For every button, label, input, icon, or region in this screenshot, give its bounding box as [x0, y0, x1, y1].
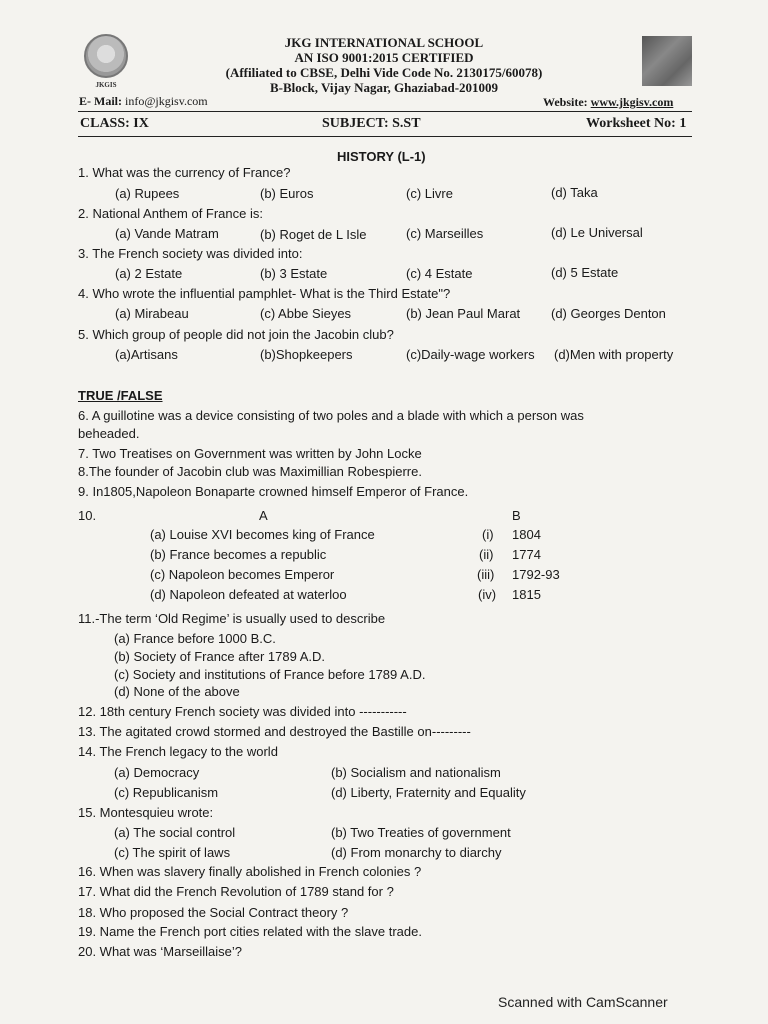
question: 1. What was the currency of France?: [78, 165, 291, 180]
match-item-numeral: (ii): [479, 547, 494, 562]
match-item-numeral: (i): [482, 527, 494, 542]
match-item-numeral: (iv): [478, 587, 497, 602]
option: (b)Shopkeepers: [260, 347, 353, 362]
question: 19. Name the French port cities related with the slave trade.: [78, 924, 422, 939]
option: (c)Daily-wage workers: [406, 347, 535, 362]
website-url: www.jkgisv.com: [590, 95, 674, 109]
statement: 9. In1805,Napoleon Bonaparte crowned himself Emperor of France.: [78, 484, 469, 499]
question: 15. Montesquieu wrote:: [78, 805, 214, 820]
logo-abbreviation: JKGIS: [95, 81, 117, 89]
website-line: [543, 95, 673, 110]
column-a-heading: A: [259, 508, 268, 523]
subject-label: SUBJECT: S.ST: [322, 116, 421, 131]
option: (d) None of the above: [114, 684, 240, 699]
affiliation: (Affiliated to CBSE, Delhi Vide Code No. 2130175/60078): [225, 65, 543, 80]
question: 4. Who wrote the influential pamphlet- What is the Third Estate"?: [78, 286, 451, 301]
class-label: CLASS: IX: [80, 116, 149, 131]
match-item-b: 1774: [512, 547, 541, 562]
match-item-b: 1804: [512, 527, 541, 542]
match-item-a: (b) France becomes a republic: [150, 547, 327, 562]
option: (a) France before 1000 B.C.: [114, 631, 276, 646]
option: (d) Taka: [551, 185, 598, 200]
question-12: 12. 18th century French society was divided into -----------: [78, 704, 407, 719]
match-item-a: (a) Louise XVI becomes king of France: [150, 527, 375, 542]
option: (b) Society of France after 1789 A.D.: [114, 649, 325, 664]
question: 14. The French legacy to the world: [78, 744, 278, 759]
match-item-b: 1792-93: [512, 567, 560, 582]
question: 3. The French society was divided into:: [78, 246, 303, 261]
statement: 8.The founder of Jacobin club was Maximillian Robespierre.: [78, 464, 422, 479]
question: 16. When was slavery finally abolished in French colonies ?: [78, 864, 422, 879]
option: (c) Society and institutions of France before 1789 A.D.: [114, 667, 426, 682]
question: 2. National Anthem of France is:: [78, 206, 263, 221]
option: (b) 3 Estate: [260, 266, 328, 281]
school-name: JKG INTERNATIONAL SCHOOL: [284, 35, 484, 50]
statement: beheaded.: [78, 426, 140, 441]
worksheet-number: Worksheet No: 1: [586, 116, 687, 131]
option: (c) Marseilles: [406, 226, 484, 241]
question: 18. Who proposed the Social Contract theory ?: [78, 905, 349, 920]
header-divider-bottom: [78, 136, 692, 137]
option: (c) Republicanism: [114, 785, 219, 800]
option: (c) Abbe Sieyes: [260, 306, 352, 321]
match-item-a: (d) Napoleon defeated at waterloo: [150, 587, 347, 602]
email-line: [79, 94, 208, 109]
option: (d)Men with property: [554, 347, 674, 362]
option: (b) Two Treaties of government: [331, 825, 511, 840]
question-number: 10.: [78, 508, 97, 523]
iso-certification: AN ISO 9001:2015 CERTIFIED: [294, 50, 474, 65]
true-false-heading: TRUE /FALSE: [78, 388, 163, 403]
school-address: B-Block, Vijay Nagar, Ghaziabad-201009: [269, 80, 499, 95]
header-divider: [78, 111, 692, 112]
email-address: info@jkgisv.com: [125, 94, 208, 108]
option: (d) 5 Estate: [551, 265, 619, 280]
scanner-watermark: Scanned with CamScanner: [498, 994, 668, 1010]
option: (c) Livre: [406, 186, 453, 201]
option: (c) The spirit of laws: [114, 845, 231, 860]
option: (c) 4 Estate: [406, 266, 473, 281]
question: 17. What did the French Revolution of 1789 stand for ?: [78, 884, 394, 899]
question: 20. What was ‘Marseillaise’?: [78, 944, 243, 959]
option: (d) Georges Denton: [551, 306, 666, 321]
statement: 6. A guillotine was a device consisting of two poles and a blade with which a person was: [78, 408, 584, 423]
match-item-numeral: (iii): [477, 567, 495, 582]
statement: 7. Two Treatises on Government was written by John Locke: [78, 446, 422, 461]
option: (a) Vande Matram: [115, 226, 219, 241]
option: (b) Roget de L Isle: [260, 227, 367, 242]
website-label: Website:: [543, 95, 588, 109]
question: 11.-The term ‘Old Regime’ is usually used to describe: [78, 611, 386, 626]
option: (d) From monarchy to diarchy: [331, 845, 502, 860]
option: (a) 2 Estate: [115, 266, 183, 281]
email-label: E- Mail:: [79, 94, 122, 108]
option: (b) Jean Paul Marat: [406, 306, 521, 321]
column-b-heading: B: [512, 508, 521, 523]
match-item-b: 1815: [512, 587, 541, 602]
option: (d) Liberty, Fraternity and Equality: [331, 785, 526, 800]
option: (a) Rupees: [115, 186, 180, 201]
match-item-a: (c) Napoleon becomes Emperor: [150, 567, 335, 582]
option: (a)Artisans: [115, 347, 178, 362]
section-title: HISTORY (L-1): [337, 149, 426, 164]
option: (b) Euros: [260, 186, 314, 201]
option: (d) Le Universal: [551, 225, 643, 240]
option: (a) Democracy: [114, 765, 200, 780]
question: 5. Which group of people did not join the Jacobin club?: [78, 327, 394, 342]
option: (a) Mirabeau: [115, 306, 189, 321]
option: (b) Socialism and nationalism: [331, 765, 501, 780]
option: (a) The social control: [114, 825, 236, 840]
question-13: 13. The agitated crowd stormed and destroyed the Bastille on---------: [78, 724, 471, 739]
